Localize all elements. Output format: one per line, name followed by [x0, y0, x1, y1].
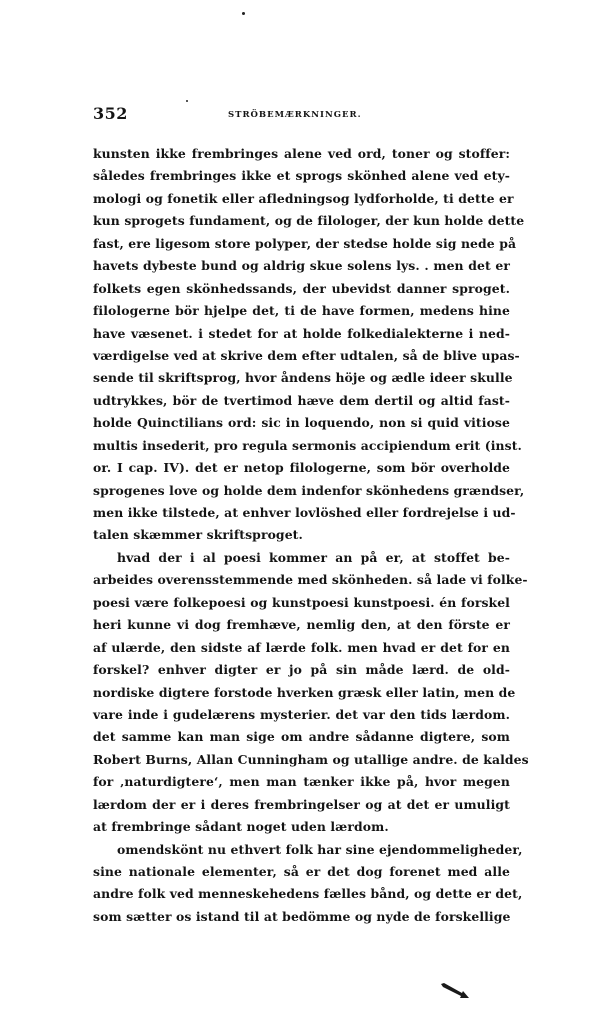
text-line: således frembringes ikke et sprogs skönhed alene ved ety- — [93, 168, 510, 184]
text-line: af ulærde, den sidste af lærde folk. men hvad er det for en — [93, 639, 510, 655]
text-line: sine nationale elementer, så er det dog forenet med alle — [93, 864, 510, 879]
text-line: men ikke tilstede, at enhver lovlöshed eller fordrejelse i ud- — [93, 505, 516, 520]
catchmark-arrow-icon — [440, 982, 470, 1000]
text-line: multis insederit, pro regula sermonis accipiendum erit (inst. — [93, 437, 522, 453]
text-line: mologi og fonetik eller afledningsog lydforholde, ti dette er — [93, 190, 514, 206]
print-speck-header — [186, 100, 188, 102]
text-line: holde Quinctilians ord: sic in loquendo, non si quid vitiose — [93, 415, 510, 431]
text-line: vare inde i gudelærens mysterier. det var den tids lærdom. — [93, 706, 510, 722]
text-line: andre folk ved menneskehedens fælles bånd, og dette er det, — [93, 886, 523, 902]
print-speck-top — [242, 12, 245, 15]
text-line: Robert Burns, Allan Cunningham og utallige andre. de kaldes — [93, 751, 529, 767]
text-line: omendskönt nu ethvert folk har sine ejendommeligheder, — [117, 841, 523, 857]
text-line: or. I cap. IV). det er netop filologerne, som bör overholde — [93, 460, 510, 476]
text-line: havets dybeste bund og aldrig skue solens lys. . men det er — [93, 258, 510, 274]
text-line: værdigelse ved at skrive dem efter udtalen, så de blive upas- — [93, 347, 520, 363]
text-line: som sætter os istand til at bedömme og nyde de forskellige — [93, 908, 511, 924]
text-line: sende til skriftsprog, hvor åndens höje og ædle ideer skulle — [93, 370, 513, 386]
text-line: kunsten ikke frembringes alene ved ord, toner og stoffer: — [93, 146, 510, 161]
text-line: fast, ere ligesom store polyper, der stedse holde sig nede på — [93, 235, 517, 251]
body-text — [93, 143, 529, 928]
page-number: 352 — [93, 104, 128, 123]
text-line: folkets egen skönhedssands, der ubevidst danner sproget. — [93, 280, 510, 296]
text-line: have væsenet. i stedet for at holde folkedialekterne i ned- — [93, 325, 510, 341]
text-line: for ‚naturdigtere‘, men man tænker ikke på, hvor megen — [93, 774, 510, 790]
text-line: heri kunne vi dog fremhæve, nemlig den, at den förste er — [93, 617, 510, 633]
page-header — [93, 104, 513, 126]
text-line: lærdom der er i deres frembringelser og at det er umuligt — [93, 796, 510, 812]
text-line: talen skæmmer skriftsproget. — [93, 527, 303, 543]
text-line: kun sprogets fundament, og de filologer, der kun holde dette — [93, 213, 525, 229]
text-line: forskel? enhver digter er jo på sin måde lærd. de old- — [93, 662, 510, 678]
text-line: arbeides overensstemmende med skönheden. så lade vi folke- — [93, 572, 528, 588]
text-line: det samme kan man sige om andre sådanne digtere, som — [93, 729, 510, 745]
text-line: hvad der i al poesi kommer an på er, at stoffet be- — [117, 549, 510, 565]
text-line: filologerne bör hjelpe det, ti de have formen, medens hine — [93, 303, 510, 319]
text-line: udtrykkes, bör de tvertimod hæve dem dertil og altid fast- — [93, 392, 510, 408]
running-title: STRÖBEMÆRKNINGER. — [228, 110, 362, 120]
text-line: sprogenes love og holde dem indenfor skönhedens grændser, — [93, 482, 525, 498]
text-line: poesi være folkepoesi og kunstpoesi kunstpoesi. én forskel — [93, 594, 510, 610]
text-line: nordiske digtere forstode hverken græsk eller latin, men de — [93, 684, 516, 700]
text-line: at frembringe sådant noget uden lærdom. — [93, 819, 389, 835]
